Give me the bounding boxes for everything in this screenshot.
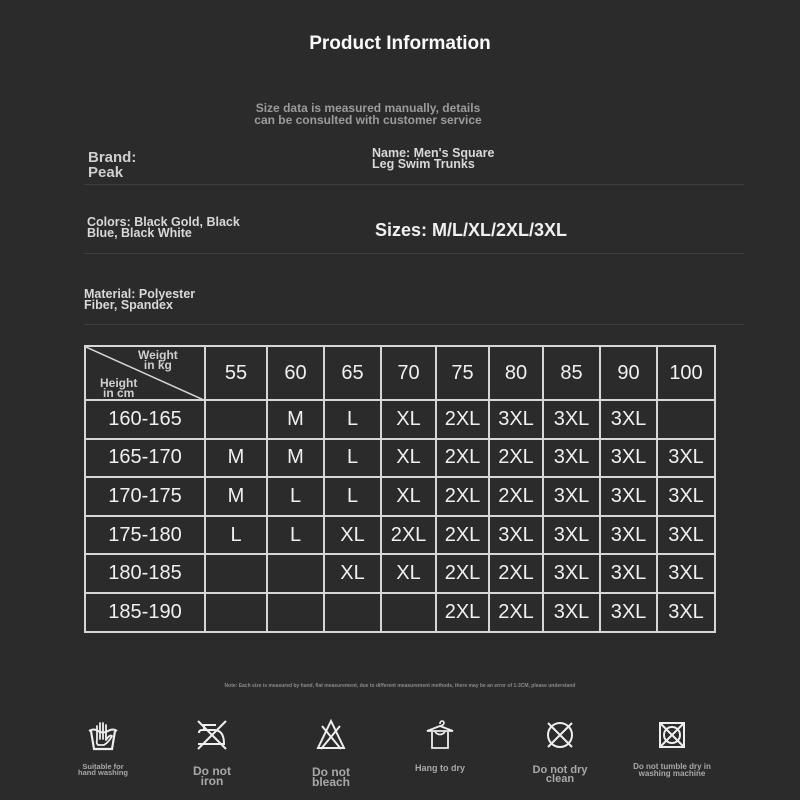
care-label: Hang to dry [414, 763, 465, 773]
weight-header-cell: 80 [489, 346, 543, 400]
size-cell: 3XL [600, 516, 657, 555]
size-cell: L [324, 400, 381, 439]
weight-header-cell: 90 [600, 346, 657, 400]
size-cell: 3XL [657, 477, 715, 516]
no-tumble-dry-icon [617, 718, 727, 752]
care-item [385, 718, 495, 752]
care-label: Do not iron [193, 764, 231, 789]
weight-axis-label: Weight in kg [138, 348, 178, 372]
material-label: Material: Polyester Fiber, Spandex [84, 287, 196, 312]
size-cell: 2XL [489, 593, 543, 632]
care-item [276, 718, 386, 752]
no-dry-clean-icon [505, 718, 615, 752]
size-cell: XL [381, 477, 436, 516]
hand-wash-icon [48, 718, 158, 752]
size-cell: 3XL [657, 516, 715, 555]
product-name-label: Name: Men's Square Leg Swim Trunks [372, 146, 495, 171]
size-cell: 3XL [600, 593, 657, 632]
weight-header-cell: 65 [324, 346, 381, 400]
divider [84, 184, 744, 185]
height-axis-label: Height in cm [100, 376, 138, 400]
size-cell: 3XL [657, 439, 715, 478]
size-cell: XL [324, 554, 381, 593]
no-iron-icon [157, 718, 267, 752]
size-cell: XL [381, 400, 436, 439]
size-cell: L [324, 439, 381, 478]
size-cell: 3XL [600, 477, 657, 516]
size-cell: 2XL [436, 400, 489, 439]
height-range-cell: 160-165 [85, 400, 205, 439]
size-cell: 2XL [436, 477, 489, 516]
size-cell: 2XL [436, 516, 489, 555]
size-cell: XL [381, 554, 436, 593]
table-header-row [85, 346, 715, 400]
table-row [85, 516, 715, 555]
table-corner-cell [85, 346, 205, 400]
care-item [48, 718, 158, 752]
size-cell: 3XL [543, 516, 600, 555]
care-item [505, 718, 615, 752]
height-range-cell: 185-190 [85, 593, 205, 632]
care-label: Do not tumble dry in washing machine [633, 762, 711, 778]
size-cell [205, 593, 267, 632]
divider [84, 253, 744, 254]
no-bleach-icon [276, 718, 386, 752]
size-cell: 2XL [489, 554, 543, 593]
measurement-note: Note: Each size is measured by hand, flat measurement, due to different measurement methods, there may be an error of 1-3CM, please understand [224, 683, 576, 689]
size-cell: 3XL [543, 593, 600, 632]
size-cell [267, 554, 324, 593]
height-range-cell: 170-175 [85, 477, 205, 516]
size-cell: L [267, 477, 324, 516]
table-row [85, 477, 715, 516]
size-cell: 2XL [436, 593, 489, 632]
weight-header-cell: 85 [543, 346, 600, 400]
size-cell: 3XL [657, 593, 715, 632]
size-cell: 3XL [543, 439, 600, 478]
hang-dry-icon [385, 718, 495, 752]
size-cell: 3XL [543, 400, 600, 439]
care-item [157, 718, 267, 752]
size-cell: L [205, 516, 267, 555]
size-cell: 3XL [489, 400, 543, 439]
size-cell: 2XL [489, 477, 543, 516]
size-cell: XL [324, 516, 381, 555]
table-row [85, 400, 715, 439]
table-row [85, 554, 715, 593]
size-cell [324, 593, 381, 632]
size-cell: 3XL [600, 439, 657, 478]
size-cell: M [205, 477, 267, 516]
size-cell: 2XL [436, 439, 489, 478]
size-chart-table [84, 345, 716, 633]
size-cell [205, 400, 267, 439]
size-cell: 3XL [657, 554, 715, 593]
brand-label: Brand: Peak [88, 149, 137, 181]
size-cell [205, 554, 267, 593]
weight-header-cell: 70 [381, 346, 436, 400]
size-cell [381, 593, 436, 632]
page-title: Product Information [309, 33, 491, 54]
size-cell: 2XL [436, 554, 489, 593]
measurement-notice [180, 102, 556, 126]
height-range-cell: 175-180 [85, 516, 205, 555]
size-cell: XL [381, 439, 436, 478]
weight-header-cell: 60 [267, 346, 324, 400]
colors-label: Colors: Black Gold, Black Blue, Black White [87, 215, 240, 240]
measurement-notice-text: Size data is measured manually, details can be consulted with customer service [254, 101, 482, 127]
size-cell: M [267, 439, 324, 478]
height-range-cell: 180-185 [85, 554, 205, 593]
size-cell [657, 400, 715, 439]
size-cell: 3XL [600, 400, 657, 439]
size-cell: 3XL [600, 554, 657, 593]
care-item [617, 718, 727, 752]
weight-header-cell: 55 [205, 346, 267, 400]
size-cell: 2XL [489, 439, 543, 478]
table-row [85, 593, 715, 632]
height-range-cell: 165-170 [85, 439, 205, 478]
weight-header-cell: 100 [657, 346, 715, 400]
care-label: Do not dry clean [532, 764, 588, 786]
size-cell: L [324, 477, 381, 516]
table-row [85, 439, 715, 478]
size-cell: 3XL [543, 554, 600, 593]
weight-header-cell: 75 [436, 346, 489, 400]
sizes-label: Sizes: M/L/XL/2XL/3XL [375, 220, 568, 240]
size-cell: M [205, 439, 267, 478]
size-cell: 3XL [543, 477, 600, 516]
size-cell: 3XL [489, 516, 543, 555]
size-cell: L [267, 516, 324, 555]
size-cell [267, 593, 324, 632]
size-cell: M [267, 400, 324, 439]
care-label: Do not bleach [311, 765, 350, 790]
divider [84, 324, 744, 325]
size-cell: 2XL [381, 516, 436, 555]
care-label: Suitable for hand washing [77, 762, 128, 778]
